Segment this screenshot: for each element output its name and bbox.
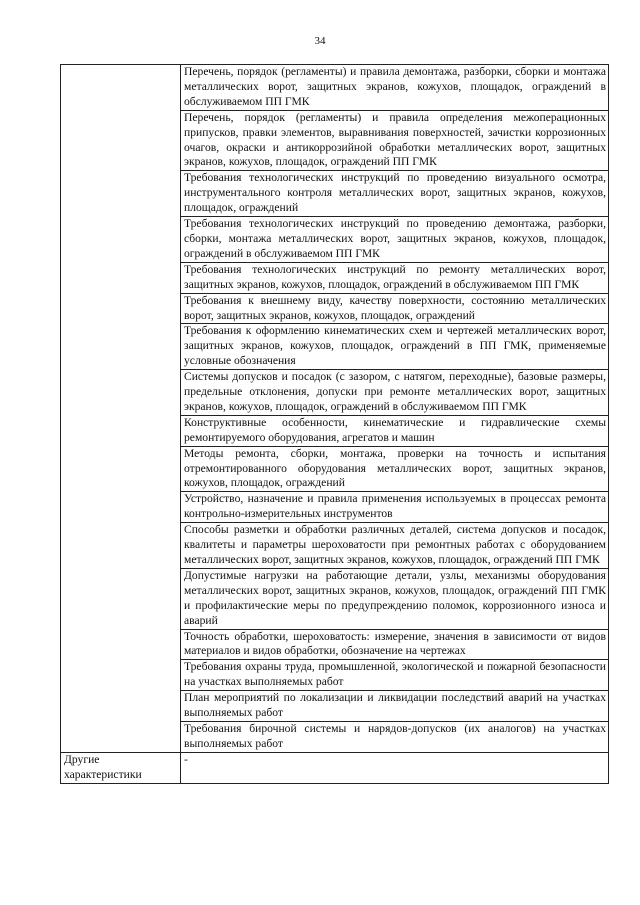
requirement-text: Перечень, порядок (регламенты) и правила демонтажа, разборки, сборки и монтажа металлических ворот, защитных экранов, кожухов, площадок, ограждений в обслуживаемом ПП ГМК <box>184 65 606 108</box>
requirement-text: Требования бирочной системы и нарядов-допусков (их аналогов) на участках выполняемых работ <box>184 721 606 750</box>
table-row <box>61 65 609 111</box>
left-column-cell-empty <box>61 65 181 753</box>
requirement-cell <box>181 324 609 370</box>
requirement-text: Требования технологических инструкций по проведению демонтажа, разборки, сборки, монтажа металлических ворот, защитных экранов, кожухов, площадок, ограждений в обслуживаемом ПП ГМК <box>184 217 606 260</box>
requirement-cell <box>181 217 609 263</box>
requirement-text: Требования охраны труда, промышленной, экологической и пожарной безопасности на участках выполняемых работ <box>184 660 606 689</box>
other-characteristics-label: Другие характеристики <box>64 752 142 781</box>
requirement-cell <box>181 629 609 660</box>
requirement-text: Способы разметки и обработки различных деталей, система допусков и посадок, квалитеты и параметры шероховатости при ремонтных работах с оборудованием металлических ворот, защитных экранов, кожухов, площадок, ограждений ПП ГМК <box>184 523 606 566</box>
requirement-text: Методы ремонта, сборки, монтажа, проверки на точность и испытания отремонтированного оборудования металлических ворот, защитных экранов, кожухов, площадок, ограждений <box>184 446 606 490</box>
requirement-text: Конструктивные особенности, кинематические и гидравлические схемы ремонтируемого оборудования, агрегатов и машин <box>184 415 606 444</box>
page-number: 34 <box>314 35 326 47</box>
requirement-cell <box>181 370 609 416</box>
requirement-text: Допустимые нагрузки на работающие детали, узлы, механизмы оборудования металлических ворот, защитных экранов, кожухов, площадок, ограждений ПП ГМК и профилактические меры по предупреждению поломок, коррозионного износа и аварий <box>184 568 606 627</box>
other-characteristics-cell <box>61 752 181 783</box>
requirement-cell <box>181 568 609 629</box>
requirement-cell <box>181 660 609 691</box>
requirement-cell <box>181 446 609 492</box>
requirement-text: Системы допусков и посадок (с зазором, с натягом, переходные), базовые размеры, предельные отклонения, допуски при ремонте металлических ворот, защитных экранов, кожухов, площадок, ограждений в обслуживаемом ПП ГМК <box>184 370 606 413</box>
requirement-cell <box>181 721 609 752</box>
requirement-text: Требования технологических инструкций по проведению визуального осмотра, инструментального контроля металлических ворот, защитных экранов, кожухов, площадок, ограждений <box>184 171 606 215</box>
requirement-cell <box>181 523 609 569</box>
requirement-cell <box>181 415 609 446</box>
requirement-text: Устройство, назначение и правила применения используемых в процессах ремонта контрольно-измерительных инструментов <box>184 492 606 521</box>
other-characteristics-value: - <box>184 752 188 766</box>
requirement-cell <box>181 110 609 171</box>
requirement-text: Точность обработки, шероховатость: измерение, значения в зависимости от видов материалов и видов обработки, обозначение на чертежах <box>184 629 606 658</box>
other-characteristics-value-cell <box>181 752 609 783</box>
requirement-cell <box>181 492 609 523</box>
requirement-text: Требования технологических инструкций по ремонту металлических ворот, защитных экранов, кожухов, площадок, ограждений в обслуживаемом ПП ГМК <box>184 262 606 291</box>
requirement-cell <box>181 691 609 722</box>
requirement-text: План мероприятий по локализации и ликвидации последствий аварий на участках выполняемых работ <box>184 691 606 720</box>
requirement-text: Требования к внешнему виду, качеству поверхности, состоянию металлических ворот, защитных экранов, кожухов, площадок, ограждений <box>184 293 606 322</box>
requirement-cell <box>181 293 609 324</box>
requirement-cell <box>181 262 609 293</box>
requirement-text: Перечень, порядок (регламенты) и правила определения межоперационных припусков, правки элементов, выравнивания поверхностей, зачистки коррозионных очагов, окраски и антикоррозийной обработки металлических ворот, защитных экранов, кожухов, площадок, ограждений ПП ГМК <box>184 110 606 169</box>
requirement-cell <box>181 65 609 111</box>
table-row-other <box>61 752 609 783</box>
knowledge-table <box>60 64 609 784</box>
requirement-text: Требования к оформлению кинематических схем и чертежей металлических ворот, защитных экранов, кожухов, площадок, ограждений в ПП ГМК, применяемые условные обозначения <box>184 324 606 368</box>
requirement-cell <box>181 171 609 217</box>
